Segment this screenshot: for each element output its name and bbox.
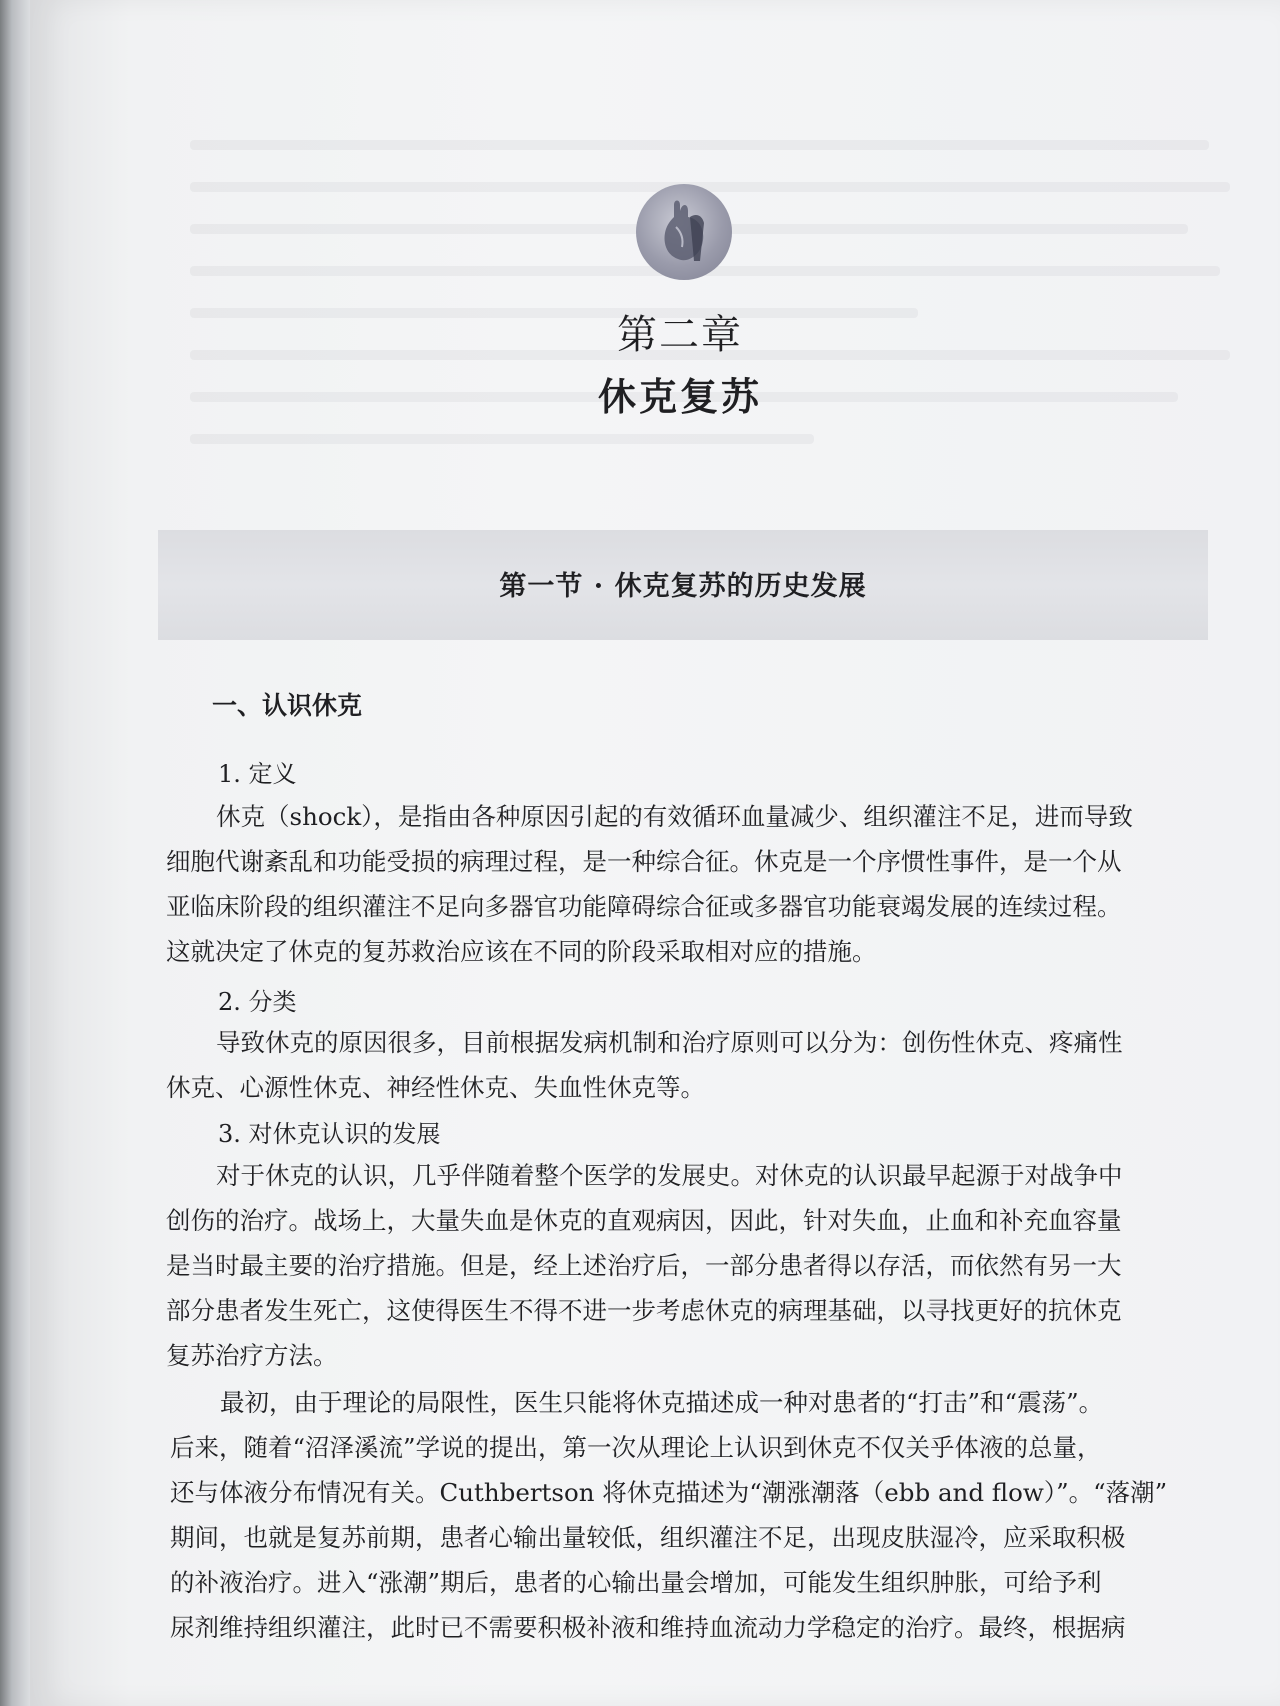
text-line: 部分患者发生死亡，这使得医生不得不进一步考虑休克的病理基础，以寻找更好的抗休克: [166, 1296, 1122, 1325]
subheading-definition: 1. 定义: [218, 760, 297, 788]
text-line: 的补液治疗。进入“涨潮”期后，患者的心输出量会增加，可能发生组织肿胀，可给予利: [170, 1568, 1102, 1597]
paragraph-history: [170, 1380, 1210, 1650]
text-line: 对于休克的认识，几乎伴随着整个医学的发展史。对休克的认识最早起源于对战争中: [216, 1161, 1123, 1190]
text-line: 复苏治疗方法。: [166, 1341, 338, 1370]
text-line: 尿剂维持组织灌注，此时已不需要积极补液和维持血流动力学稳定的治疗。最终，根据病: [170, 1613, 1126, 1642]
paragraph-classification: [166, 1020, 1206, 1110]
paragraph-definition: [166, 794, 1206, 974]
text-line: 创伤的治疗。战场上，大量失血是休克的直观病因，因此，针对失血，止血和补充血容量: [166, 1206, 1122, 1235]
text-line: 休克（shock），是指由各种原因引起的有效循环血量减少、组织灌注不足，进而导致: [216, 802, 1133, 831]
paragraph-development: [166, 1153, 1206, 1378]
text-line: 最初，由于理论的局限性，医生只能将休克描述成一种对患者的“打击”和“震荡”。: [220, 1388, 1104, 1417]
text-line: 是当时最主要的治疗措施。但是，经上述治疗后，一部分患者得以存活，而依然有另一大: [166, 1251, 1122, 1280]
text-line: 后来，随着“沼泽溪流”学说的提出，第一次从理论上认识到休克不仅关乎体液的总量，: [170, 1433, 1102, 1462]
text-line: 还与体液分布情况有关。Cuthbertson 将休克描述为“潮涨潮落（ebb and flow）”。“落潮”: [170, 1478, 1168, 1507]
text-line: 这就决定了休克的复苏救治应该在不同的阶段采取相对应的措施。: [166, 937, 877, 966]
subheading-classification: 2. 分类: [218, 988, 297, 1016]
heading-recognizing-shock: 一、认识休克: [212, 691, 363, 720]
subheading-development: 3. 对休克认识的发展: [218, 1120, 441, 1148]
book-spine-edge: [0, 0, 30, 1706]
section-title: 第一节 · 休克复苏的历史发展: [499, 571, 867, 602]
text-line: 细胞代谢紊乱和功能受损的病理过程，是一种综合征。休克是一个序惯性事件，是一个从: [166, 847, 1122, 876]
text-line: 亚临床阶段的组织灌注不足向多器官功能障碍综合征或多器官功能衰竭发展的连续过程。: [166, 892, 1122, 921]
chapter-number: 第二章: [617, 312, 743, 358]
heart-icon: [636, 184, 732, 280]
text-line: 休克、心源性休克、神经性休克、失血性休克等。: [166, 1073, 705, 1102]
chapter-title: 休克复苏: [597, 375, 762, 419]
text-line: 期间，也就是复苏前期，患者心输出量较低，组织灌注不足，出现皮肤湿冷，应采取积极: [170, 1523, 1126, 1552]
text-line: 导致休克的原因很多，目前根据发病机制和治疗原则可以分为：创伤性休克、疼痛性: [216, 1028, 1123, 1057]
